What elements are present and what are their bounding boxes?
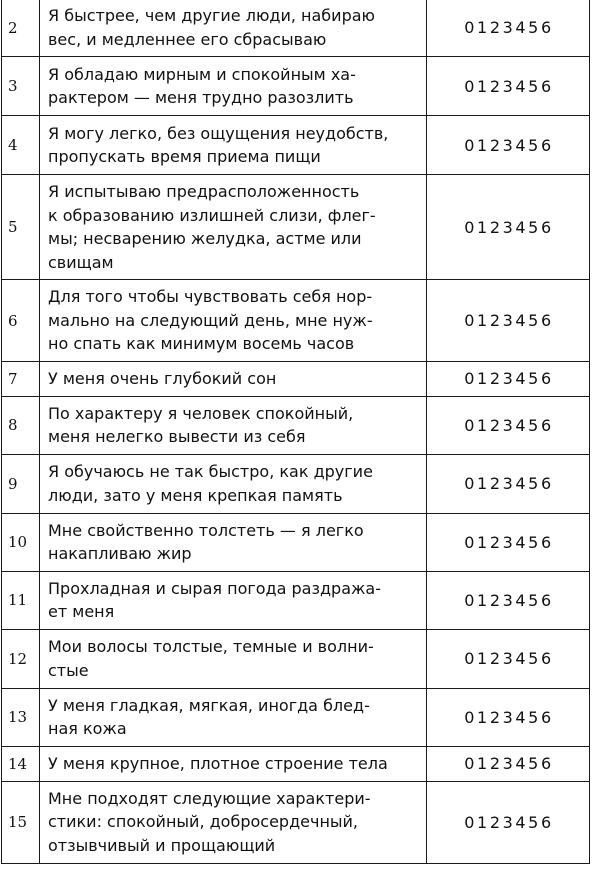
question-text-line: стики: спокойный, добросердечный,: [48, 812, 359, 832]
question-number: 15: [2, 781, 40, 863]
question-text-line: к образованию излишней слизи, флег-: [48, 205, 376, 225]
questionnaire-rows: [2, 0, 590, 863]
question-text-line: Я быстрее, чем другие люди, набираю: [48, 6, 375, 25]
question-number: 11: [2, 571, 40, 629]
question-text: [40, 396, 427, 454]
table-row: [2, 454, 590, 513]
question-text-line: У меня очень глубокий сон: [48, 369, 277, 388]
rating-scale: 0123456: [427, 280, 590, 362]
table-row: [2, 781, 590, 863]
question-text: [40, 688, 427, 746]
rating-scale: 0123456: [427, 175, 590, 280]
question-text: [40, 454, 427, 513]
question-text-line: пропускать время приема пищи: [48, 147, 321, 166]
question-text: [40, 0, 427, 57]
question-text-line: свищам: [48, 252, 114, 272]
question-text-line: ная кожа: [48, 719, 127, 738]
question-text-line: У меня гладкая, мягкая, иногда блед-: [48, 695, 370, 715]
question-text-line: мы; несварению желудка, астме или: [48, 229, 362, 248]
question-text-line: Я обучаюсь не так быстро, как другие: [48, 462, 373, 481]
question-text-line: стые: [48, 660, 89, 680]
table-row: [2, 280, 590, 362]
rating-scale: 0123456: [427, 116, 590, 175]
rating-scale: 0123456: [427, 571, 590, 629]
question-text-line: Мне свойственно толстеть — я легко: [48, 520, 364, 540]
question-text: [40, 629, 427, 688]
question-text: [40, 280, 427, 362]
rating-scale: 0123456: [427, 746, 590, 781]
rating-scale: 0123456: [427, 362, 590, 397]
question-text: [40, 362, 427, 397]
question-text-line: люди, зато у меня крепкая память: [48, 485, 343, 505]
question-number: 12: [2, 629, 40, 688]
question-number: 4: [2, 116, 40, 175]
question-text-line: вес, и медленнее его сбрасываю: [48, 29, 327, 49]
rating-scale: 0123456: [427, 688, 590, 746]
question-text-line: рактером — меня трудно разозлить: [48, 88, 354, 107]
question-text-line: мально на следующий день, мне нуж-: [48, 310, 373, 330]
question-text-line: Я испытываю предрасположенность: [48, 182, 360, 201]
question-text-line: По характеру я человек спокойный,: [48, 403, 354, 423]
question-text: [40, 116, 427, 175]
question-text-line: Мои волосы толстые, темные и волни-: [48, 637, 374, 656]
rating-scale: 0123456: [427, 781, 590, 863]
question-text-line: У меня крупное, плотное строение тела: [48, 753, 388, 773]
question-text: [40, 746, 427, 781]
question-number: 14: [2, 746, 40, 781]
question-text-line: Для того чтобы чувствовать себя нор-: [48, 287, 373, 307]
table-row: [2, 175, 590, 280]
question-number: 2: [2, 0, 40, 57]
question-number: 9: [2, 454, 40, 513]
question-number: 6: [2, 280, 40, 362]
rating-scale: 0123456: [427, 396, 590, 454]
rating-scale: 0123456: [427, 454, 590, 513]
question-text-line: меня нелегко вывести из себя: [48, 427, 306, 446]
rating-scale: 0123456: [427, 513, 590, 571]
table-row: [2, 362, 590, 397]
rating-scale: 0123456: [427, 629, 590, 688]
question-text: [40, 175, 427, 280]
table-row: [2, 116, 590, 175]
question-text-line: отзывчивый и прощающий: [48, 835, 276, 855]
rating-scale: 0123456: [427, 0, 590, 57]
question-text: [40, 781, 427, 863]
question-number: 8: [2, 396, 40, 454]
question-text-line: накапливаю жир: [48, 544, 192, 563]
question-text-line: Я обладаю мирным и спокойным ха-: [48, 64, 356, 84]
question-text-line: Мне подходят следующие характери-: [48, 788, 371, 808]
rating-scale: 0123456: [427, 57, 590, 116]
table-row: [2, 746, 590, 781]
question-number: 7: [2, 362, 40, 397]
question-number: 13: [2, 688, 40, 746]
question-text-line: Прохладная и сырая погода раздража-: [48, 578, 381, 598]
question-text: [40, 57, 427, 116]
table-row: [2, 396, 590, 454]
table-row: [2, 0, 590, 57]
table-row: [2, 688, 590, 746]
question-text-line: ет меня: [48, 602, 115, 621]
questionnaire-table: [1, 0, 590, 864]
question-number: 5: [2, 175, 40, 280]
question-text: [40, 571, 427, 629]
question-number: 10: [2, 513, 40, 571]
question-number: 3: [2, 57, 40, 116]
question-text: [40, 513, 427, 571]
table-row: [2, 513, 590, 571]
question-text-line: но спать как минимум восемь часов: [48, 334, 355, 354]
question-text-line: Я могу легко, без ощущения неудобств,: [48, 123, 389, 143]
table-row: [2, 57, 590, 116]
table-row: [2, 571, 590, 629]
table-row: [2, 629, 590, 688]
